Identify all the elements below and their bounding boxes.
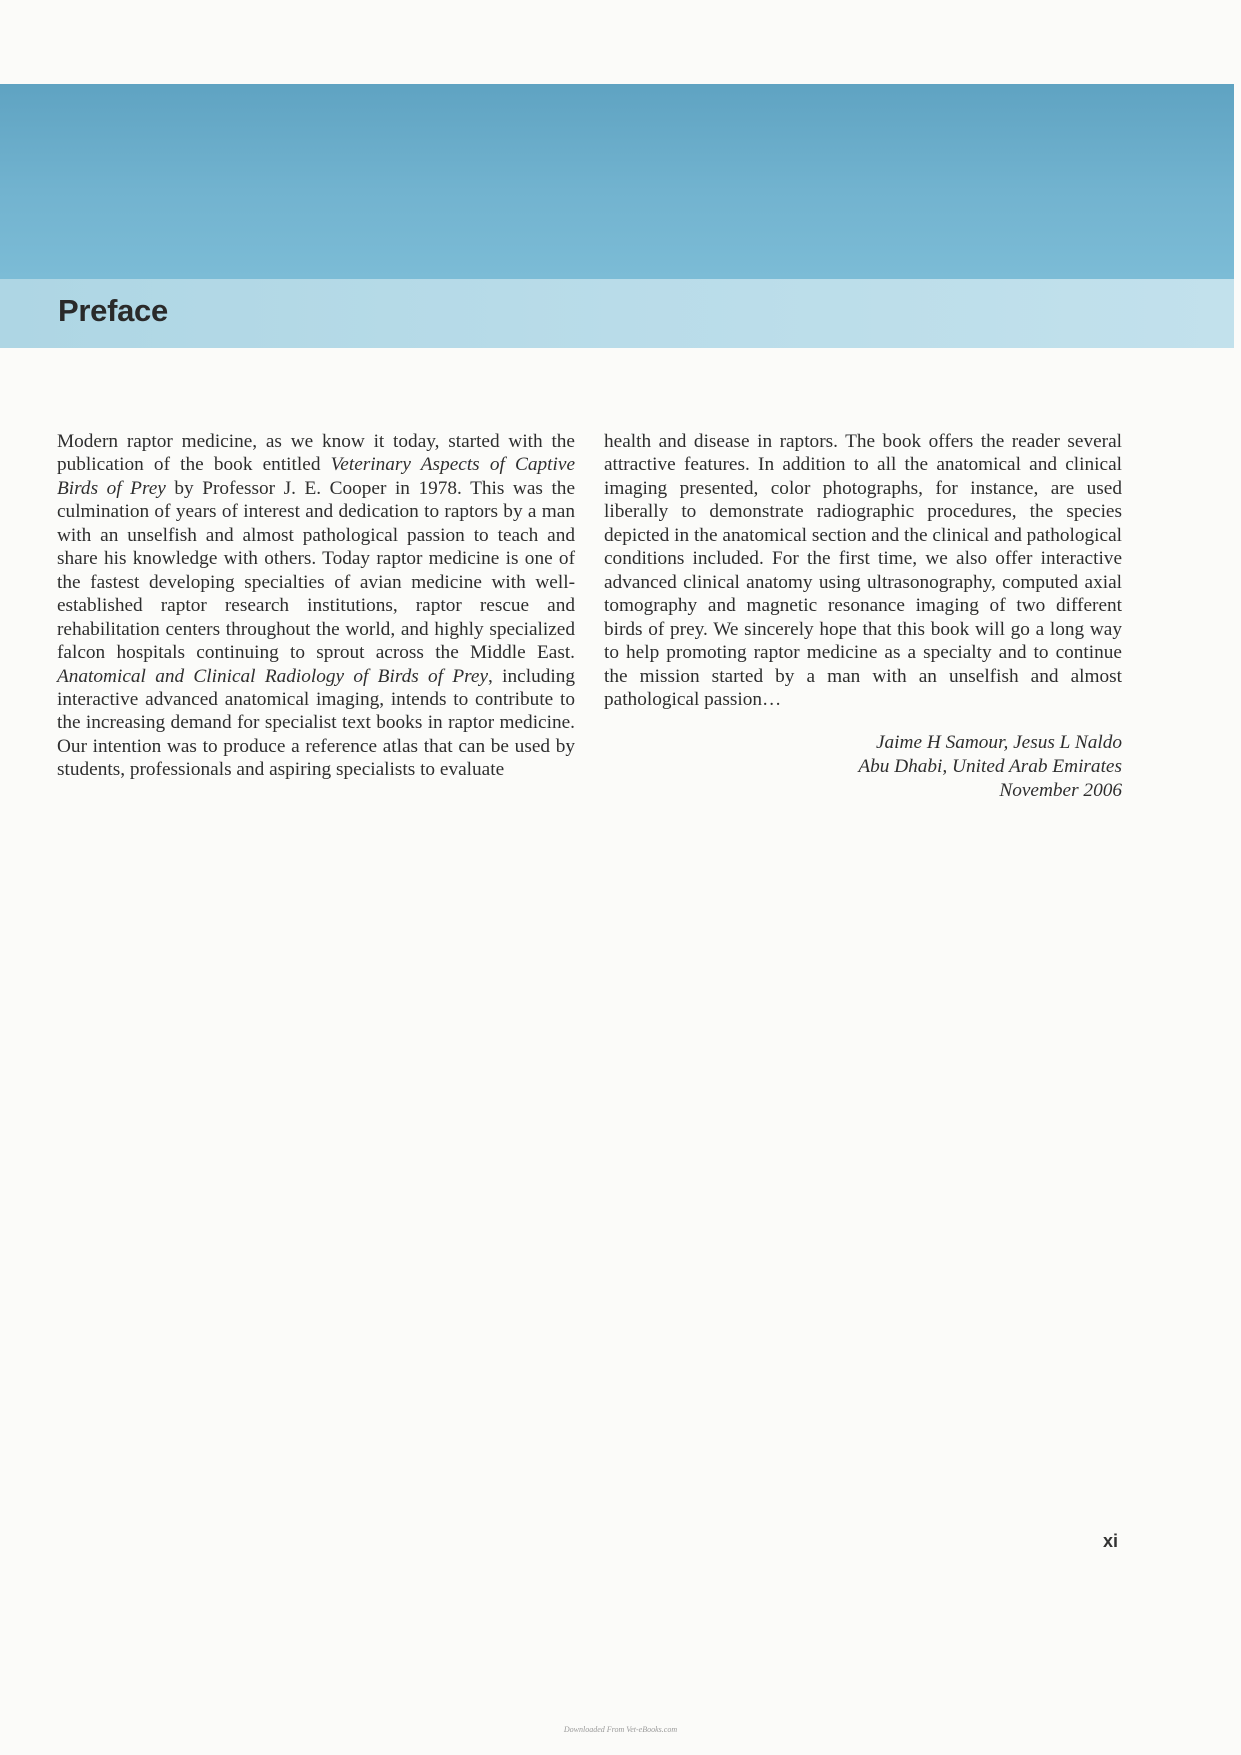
signature-authors: Jaime H Samour, Jesus L Naldo bbox=[875, 732, 1122, 754]
signature-location: Abu Dhabi, United Arab Emirates bbox=[858, 756, 1122, 778]
book-title-italic: Anatomical and Clinical Radiology of Birds of Prey bbox=[57, 665, 489, 687]
header-color-band bbox=[0, 84, 1234, 279]
body-paragraph-left bbox=[57, 430, 575, 782]
book-title-italic: Veterinary Aspects of Captive Birds of Prey bbox=[57, 454, 576, 499]
left-text-column bbox=[57, 430, 575, 782]
signature-block bbox=[604, 731, 1122, 803]
signature-date: November 2006 bbox=[999, 780, 1122, 802]
text-segment: by Professor J. E. Cooper in 1978. This was the culmination of years of interest and dedication to raptors by a man with an unselfish and almost pathological passion to teach and share his knowledge with others. Today raptor medicine is one of the fastest developing specialties of avian medicine with well-established raptor research institutions, raptor rescue and rehabilitation centers throughout the world, and highly specialized falcon hospitals continuing to sprout across the Middle East. bbox=[57, 477, 576, 664]
title-color-band bbox=[0, 279, 1234, 348]
body-paragraph-right: health and disease in raptors. The book offers the reader several attractive features. In addition to all the anatomical and clinical imaging presented, color photographs, for instance, are used liberally to demonstrate radiographic procedures, the species depicted in the anatomical section and the clinical and pathological conditions included. For the first time, we also offer interactive advanced clinical anatomy using ultrasonography, computed axial tomography and magnetic resonance imaging of two different birds of prey. We sincerely hope that this book will go a long way to help promoting raptor medicine as a specialty and to continue the mission started by a man with an unselfish and almost pathological passion… bbox=[604, 431, 1122, 710]
page-title: Preface bbox=[58, 293, 168, 328]
right-text-column bbox=[604, 430, 1122, 803]
download-footer: Downloaded From Vet-eBooks.com bbox=[563, 1725, 678, 1734]
text-segment: Modern raptor medicine, as we know it today, started with the publication of the book entitled bbox=[57, 431, 575, 476]
text-segment: , including interactive advanced anatomical imaging, intends to contribute to the increasing demand for specialist text books in raptor medicine. Our intention was to produce a reference atlas that can be used by students, professionals and aspiring specialists to evaluate bbox=[57, 665, 575, 781]
page-number: xi bbox=[1102, 1531, 1118, 1551]
